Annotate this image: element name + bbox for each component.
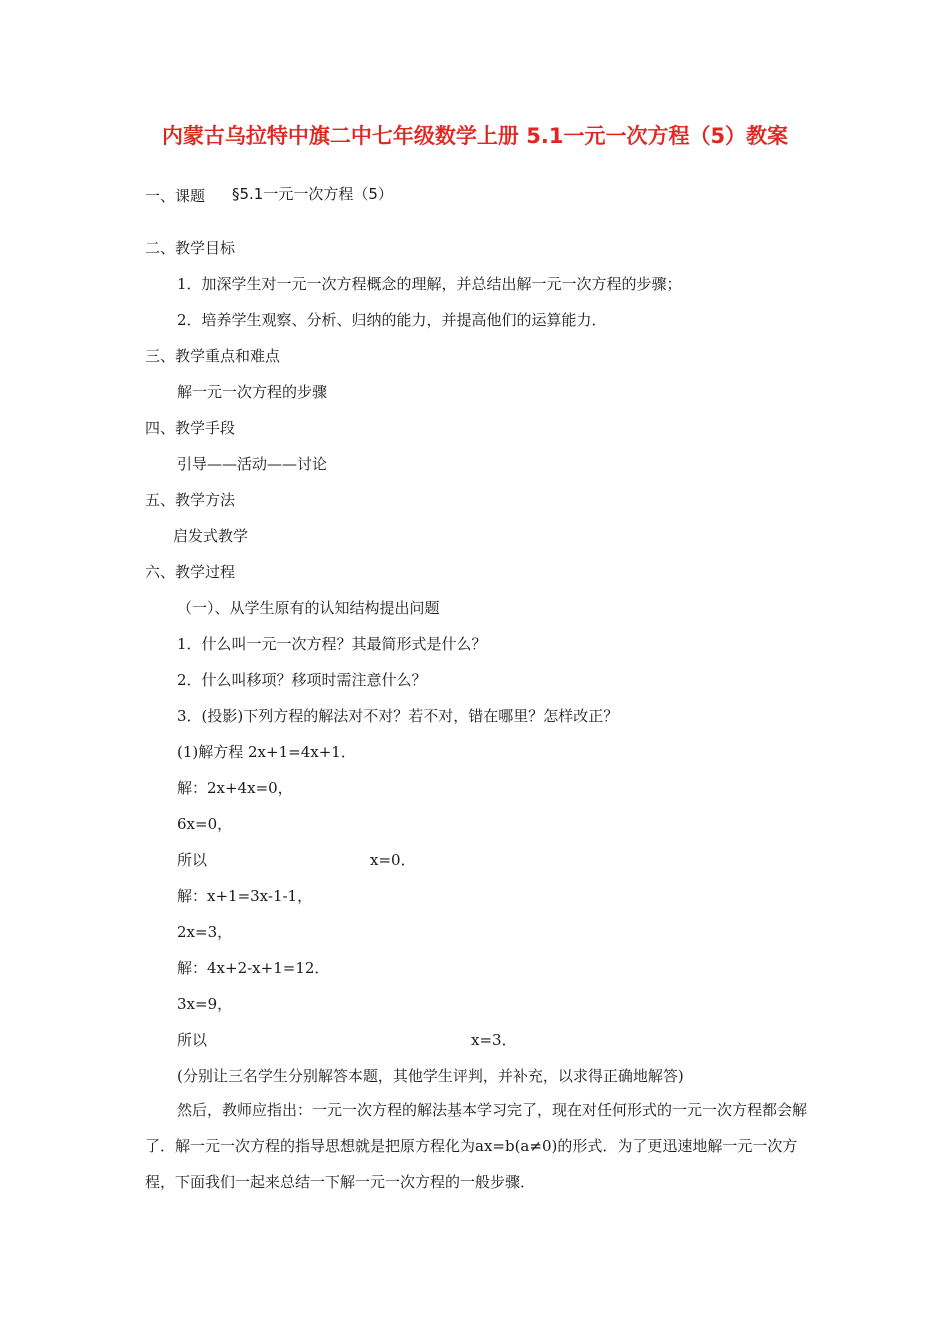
key-points-text: 解一元一次方程的步骤 — [177, 383, 328, 401]
summary-paragraph — [145, 1092, 809, 1200]
question-1: 1．什么叫一元一次方程？其最简形式是什么？ — [177, 635, 487, 653]
solution-1-result: x=0． — [370, 851, 416, 869]
summary-text: 然后，教师应指出：一元一次方程的解法基本学习完了，现在对任何形式的一元一次方程都会解了．解一元一次方程的指导思想就是把原方程化为ax=b(a≠0)的形式．为了更迅速地解一元一次方程，下面我们一起来总结一下解一元一次方程的一般步骤． — [145, 1101, 808, 1191]
solution-1-step-2: 6x=0， — [177, 815, 233, 833]
section-3-label: 三、教学重点和难点 — [145, 347, 281, 365]
solution-2-step-2: 2x=3， — [177, 923, 233, 941]
solution-1-step-3-label: 所以 — [177, 851, 208, 869]
solution-3-step-1: 解：4x+2-x+1=12． — [177, 959, 330, 977]
student-note: (分别让三名学生分别解答本题，其他学生评判，并补充，以求得正确地解答) — [177, 1067, 684, 1085]
solution-3-step-2: 3x=9， — [177, 995, 233, 1013]
section-5-label: 五、教学方法 — [145, 491, 236, 509]
solution-2-step-1: 解：x+1=3x-1-1， — [177, 887, 313, 905]
section-4-label: 四、教学手段 — [145, 419, 236, 437]
solution-3-step-3-label: 所以 — [177, 1031, 208, 1049]
question-2: 2．什么叫移项？移项时需注意什么？ — [177, 671, 427, 689]
teaching-means-text: 引导——活动——讨论 — [177, 455, 328, 473]
question-3: 3．(投影)下列方程的解法对不对？若不对，错在哪里？怎样改正？ — [177, 707, 619, 725]
equation-1: (1)解方程 2x+1=4x+1． — [177, 743, 356, 761]
document-title: 内蒙古乌拉特中旗二中七年级数学上册 5.1一元一次方程（5）教案 — [161, 124, 789, 148]
objective-1: 1．加深学生对一元一次方程概念的理解，并总结出解一元一次方程的步骤； — [177, 275, 682, 293]
section-1-label: 一、课题 — [145, 187, 206, 205]
teaching-method-text: 启发式教学 — [173, 527, 249, 545]
solution-1-step-1: 解：2x+4x=0， — [177, 779, 293, 797]
section-6-label: 六、教学过程 — [145, 563, 236, 581]
objective-2: 2．培养学生观察、分析、归纳的能力，并提高他们的运算能力． — [177, 311, 607, 329]
section-2-label: 二、教学目标 — [145, 239, 236, 257]
lesson-topic: §5.1一元一次方程（5） — [232, 185, 393, 203]
process-part-1: （一）、从学生原有的认知结构提出问题 — [177, 599, 440, 617]
solution-3-result: x=3． — [471, 1031, 517, 1049]
